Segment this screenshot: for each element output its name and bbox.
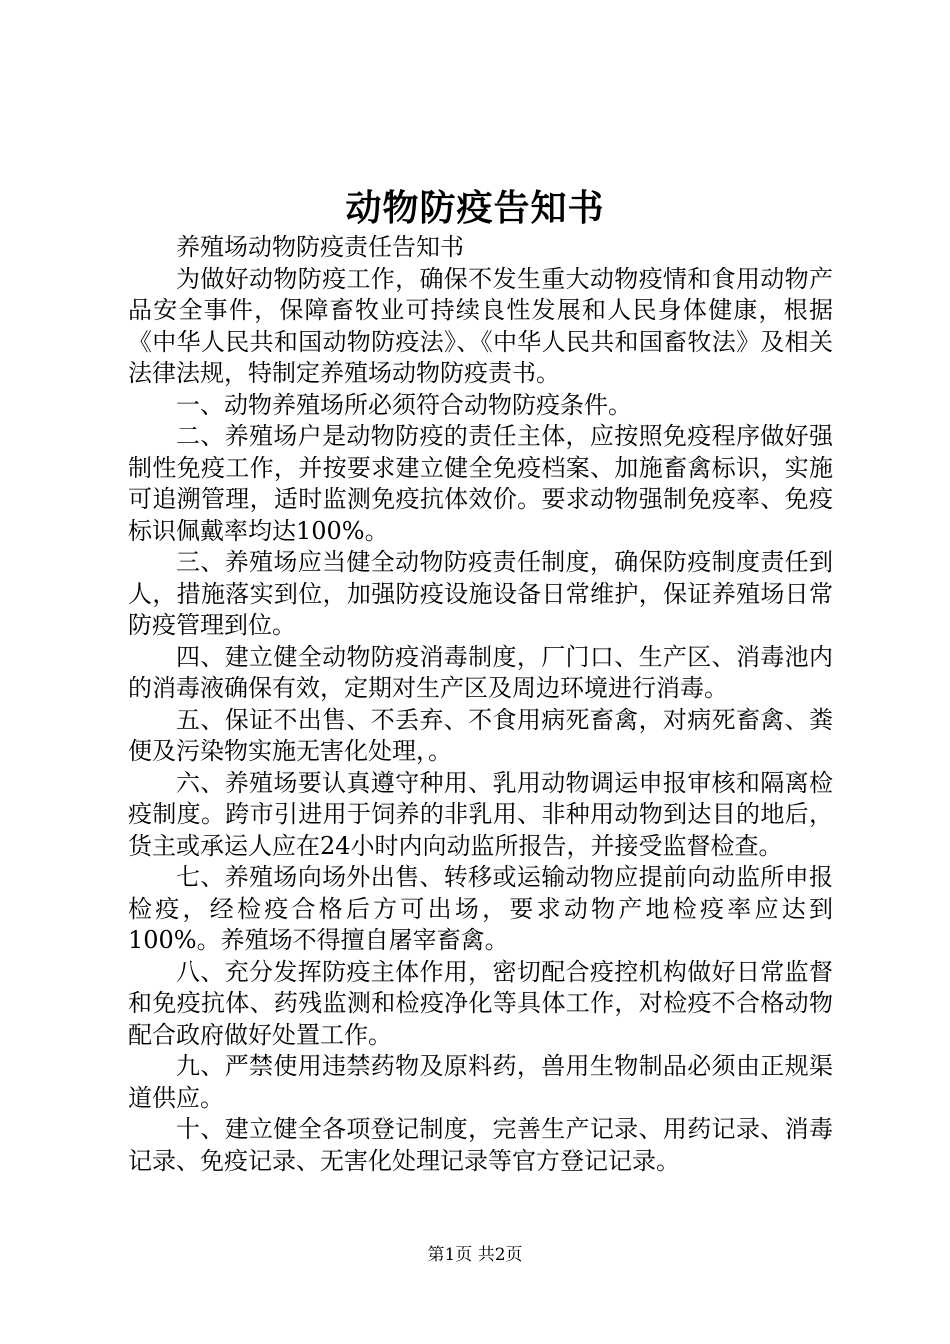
page-number-footer: 第1页 共2页	[427, 1245, 523, 1265]
document-title: 动物防疫告知书	[345, 187, 605, 229]
document-body	[128, 232, 833, 1177]
clause-10-paragraph: 十、建立健全各项登记制度，完善生产记录、用药记录、消毒记录、免疫记录、无害化处理记录等官方登记记录。	[128, 1115, 833, 1175]
clause-5-paragraph: 五、保证不出售、不丢弃、不食用病死畜禽，对病死畜禽、粪便及污染物实施无害化处理，。	[128, 705, 833, 765]
clause-6-paragraph: 六、养殖场要认真遵守种用、乳用动物调运申报审核和隔离检疫制度。跨市引进用于饲养的非乳用、非种用动物到达目的地后，货主或承运人应在24小时内向动监所报告，并接受监督检查。	[128, 768, 833, 860]
clause-2-paragraph: 二、养殖场户是动物防疫的责任主体，应按照免疫程序做好强制性免疫工作，并按要求建立健全免疫档案、加施畜禽标识，实施可追溯管理，适时监测免疫抗体效价。要求动物强制免疫率、免疫标识佩戴率均达100%。	[128, 422, 833, 545]
clause-7-paragraph: 七、养殖场向场外出售、转移或运输动物应提前向动监所申报检疫，经检疫合格后方可出场，要求动物产地检疫率应达到100%。养殖场不得擅自屠宰畜禽。	[128, 863, 833, 954]
clause-3-paragraph: 三、养殖场应当健全动物防疫责任制度，确保防疫制度责任到人，措施落实到位，加强防疫设施设备日常维护，保证养殖场日常防疫管理到位。	[128, 548, 833, 639]
intro-paragraph: 为做好动物防疫工作，确保不发生重大动物疫情和食用动物产品安全事件，保障畜牧业可持续良性发展和人民身体健康，根据《中华人民共和国动物防疫法》、《中华人民共和国畜牧法》及相关法律法规，特制定养殖场动物防疫责书。	[128, 264, 833, 387]
clause-1-paragraph: 一、动物养殖场所必须符合动物防疫条件。	[176, 390, 632, 419]
document-subtitle-paragraph: 养殖场动物防疫责任告知书	[176, 233, 464, 261]
clause-4-paragraph: 四、建立健全动物防疫消毒制度，厂门口、生产区、消毒池内的消毒液确保有效，定期对生产区及周边环境进行消毒。	[128, 642, 833, 702]
clause-9-paragraph: 九、严禁使用违禁药物及原料药，兽用生物制品必须由正规渠道供应。	[128, 1052, 833, 1112]
clause-8-paragraph: 八、充分发挥防疫主体作用，密切配合疫控机构做好日常监督和免疫抗体、药残监测和检疫净化等具体工作，对检疫不合格动物配合政府做好处置工作。	[128, 957, 833, 1049]
